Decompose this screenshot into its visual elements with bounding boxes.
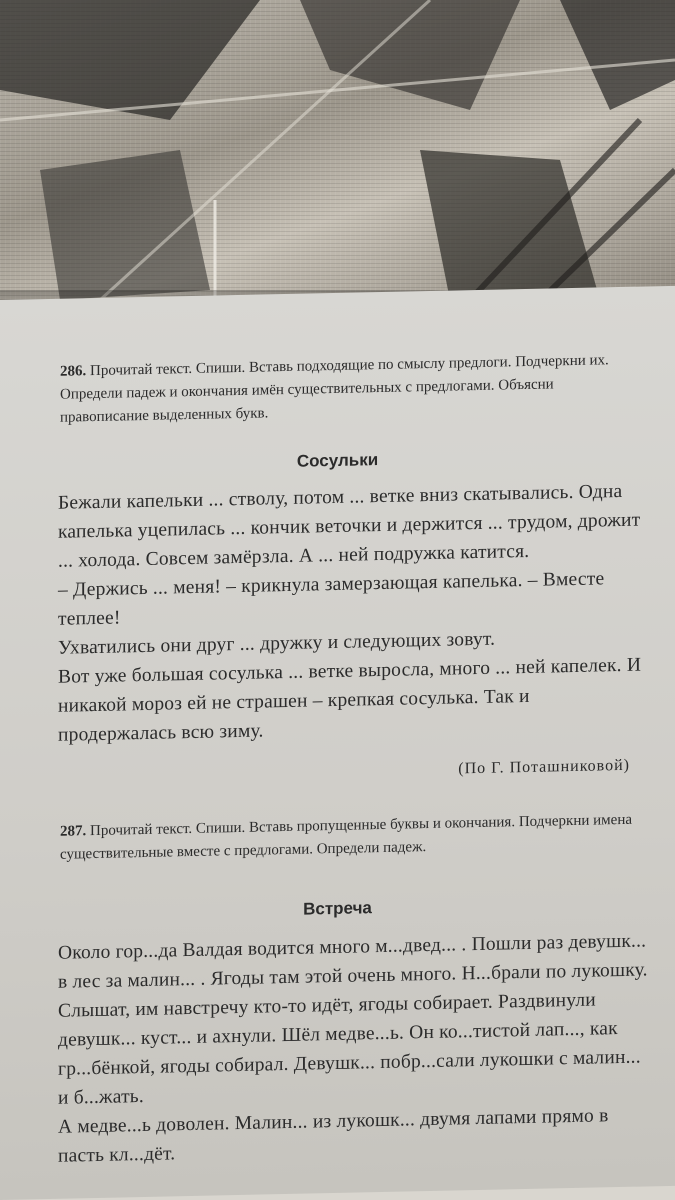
story-text [58,476,648,749]
story-text [58,926,648,1170]
paragraph: Ухватились они друг ... дружку и следующих зовут. [58,628,496,659]
author-credit: (По Г. Поташниковой) [458,756,630,778]
task-number: 286. [60,363,87,380]
task-287 [60,808,645,866]
task-instruction: Прочитай текст. Спиши. Вставь подходящие по смыслу предлоги. Подчеркни их. Определи падеж и окончания имён существительных с предлогами. Объясни правописание выделенных букв. [60,352,609,426]
paragraph: Бежали капельки ... стволу, потом ... ветке вниз скатывались. Одна капелька уцепилась ... кончик веточки и держится ... трудом, дрожит ... холода. Совсем замёрзла. А ... ней подружка катится. [58,480,641,572]
paragraph: А медве...ь доволен. Малин... из лукошк... двумя лапами прямо в пасть кл...дёт. [58,1105,609,1167]
task-instruction: Прочитай текст. Спиши. Вставь пропущенные буквы и окончания. Подчеркни имена существительные вместе с предлогами. Определи падеж. [60,811,633,863]
paragraph: Около гор...да Валдая водится много м...двед... . Пошли раз девушк... в лес за малин... . Ягоды там этой очень много. Н...брали по лукошку. Слышат, им навстречу кто-то идёт, ягоды собирает. Раздвинули девушк... куст... и ахнули. Шёл медве...ь. Он ко...тистой лап..., как гр...бёнкой, ягоды собирал. Девушк... побр...сали лукошки с малин... и б...жать. [58,930,648,1109]
paragraph: Вот уже большая сосулька ... ветке выросла, много ... ней капелек. И никакой мороз ей не страшен – крепкая сосулька. Так и продержалась всю зиму. [58,654,642,746]
task-number: 287. [60,823,87,840]
fabric-background [0,0,675,320]
fabric-pattern [0,0,675,320]
textbook-page [0,286,675,1200]
paragraph: – Держись ... меня! – крикнула замерзающая капелька. – Вместе теплее! [58,568,605,630]
story-title: Встреча [303,898,372,919]
story-title: Сосульки [296,450,379,471]
task-286 [60,348,645,429]
